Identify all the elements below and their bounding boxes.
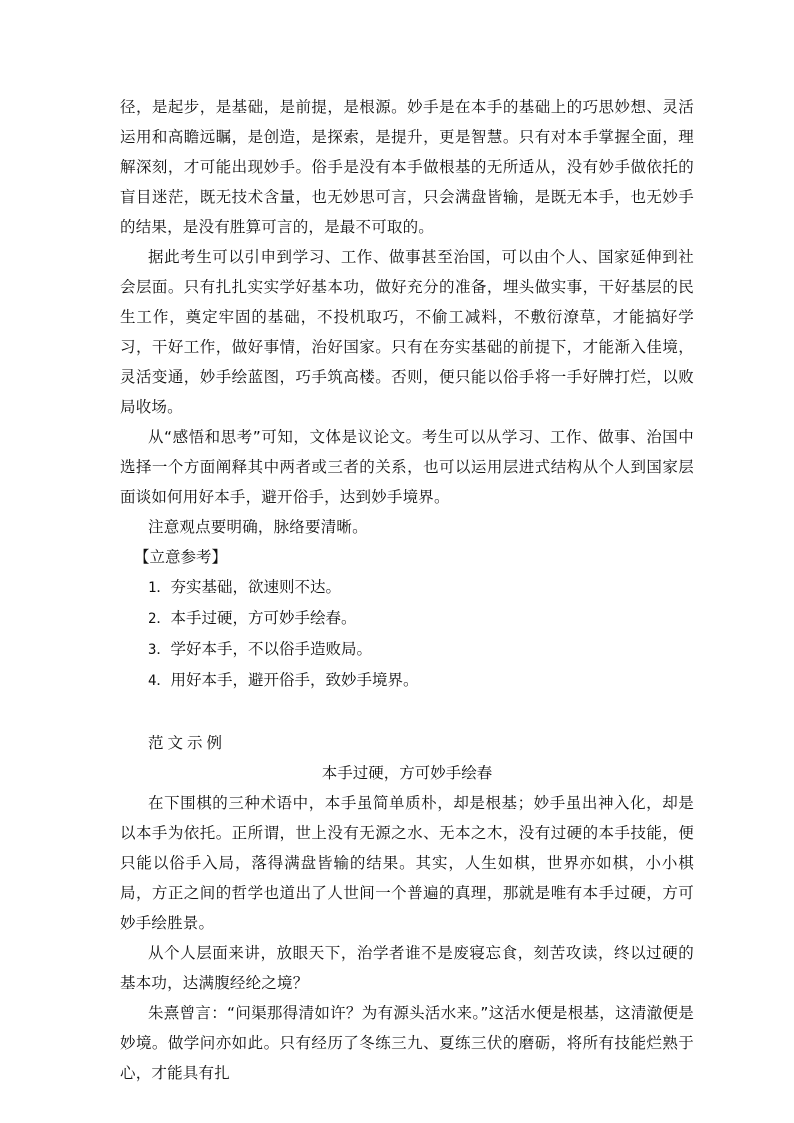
- reference-item: [120, 634, 694, 665]
- reference-item: [120, 572, 694, 603]
- reference-item: [120, 665, 694, 696]
- body-paragraph: 据此考生可以引申到学习、工作、做事甚至治国，可以由个人、国家延伸到社会层面。只有扎扎实实学好基本功，做好充分的准备，埋头做实事，干好基层的民生工作，奠定牢固的基础，不投机取巧，不偷工减料，不敷衍潦草，才能搞好学习，干好工作，做好事情，治好国家。只有在夯实基础的前提下，才能渐入佳境，灵活变通，妙手绘蓝图，巧手筑高楼。否则，便只能以俗手将一手好牌打烂，以败局收场。: [120, 248, 694, 416]
- reference-item-text: 学好本手，不以俗手造败局。: [170, 640, 372, 658]
- body-paragraph: 径，是起步，是基础，是前提，是根源。妙手是在本手的基础上的巧思妙想、灵活运用和高瞻远瞩，是创造，是探索，是提升，更是智慧。只有对本手掌握全面，理解深刻，才可能出现妙手。俗手是没有本手做根基的无所适从，没有妙手做依托的盲目迷茫，既无技术含量，也无妙思可言，只会满盘皆输，是既无本手，也无妙手的结果，是没有胜算可言的，是最不可取的。: [120, 98, 694, 236]
- reference-item-number: 3．: [148, 642, 171, 658]
- example-heading: 范文示例: [148, 734, 227, 752]
- essay-paragraph: 从个人层面来讲，放眼天下，治学者谁不是废寝忘食，刻苦攻读，终以过硬的基本功，达满腹经纶之境？: [120, 944, 694, 992]
- reference-heading: 【立意参考】: [134, 548, 228, 566]
- reference-item-text: 夯实基础，欲速则不达。: [170, 578, 341, 596]
- essay-title: 本手过硬，方可妙手绘春: [321, 764, 493, 782]
- body-paragraph: 注意观点要明确，脉络要清晰。: [148, 518, 368, 536]
- section-spacer: [120, 696, 694, 728]
- reference-item-number: 2．: [148, 611, 171, 627]
- reference-item-text: 用好本手，避开俗手，致妙手境界。: [170, 671, 419, 689]
- body-paragraph: 从“感悟和思考”可知，文体是议论文。考生可以从学习、工作、做事、治国中选择一个方面阐释其中两者或三者的关系，也可以运用层进式结构从个人到国家层面谈如何用好本手，避开俗手，达到妙手境界。: [120, 428, 694, 506]
- page-content: [120, 92, 694, 1088]
- reference-item-number: 1．: [148, 580, 171, 596]
- reference-item: [120, 603, 694, 634]
- reference-item-text: 本手过硬，方可妙手绘春。: [170, 609, 357, 627]
- reference-item-number: 4．: [148, 673, 171, 689]
- essay-paragraph: 朱熹曾言：“问渠那得清如许？为有源头活水来。”这活水便是根基，这清澈便是妙境。做学问亦如此。只有经历了冬练三九、夏练三伏的磨砺，将所有技能烂熟于心，才能具有扎: [120, 1004, 694, 1082]
- essay-paragraph: 在下围棋的三种术语中，本手虽简单质朴，却是根基；妙手虽出神入化，却是以本手为依托。正所谓，世上没有无源之水、无本之木，没有过硬的本手技能，便只能以俗手入局，落得满盘皆输的结果。其实，人生如棋，世界亦如棋，小小棋局，方正之间的哲学也道出了人世间一个普遍的真理，那就是唯有本手过硬，方可妙手绘胜景。: [120, 794, 694, 932]
